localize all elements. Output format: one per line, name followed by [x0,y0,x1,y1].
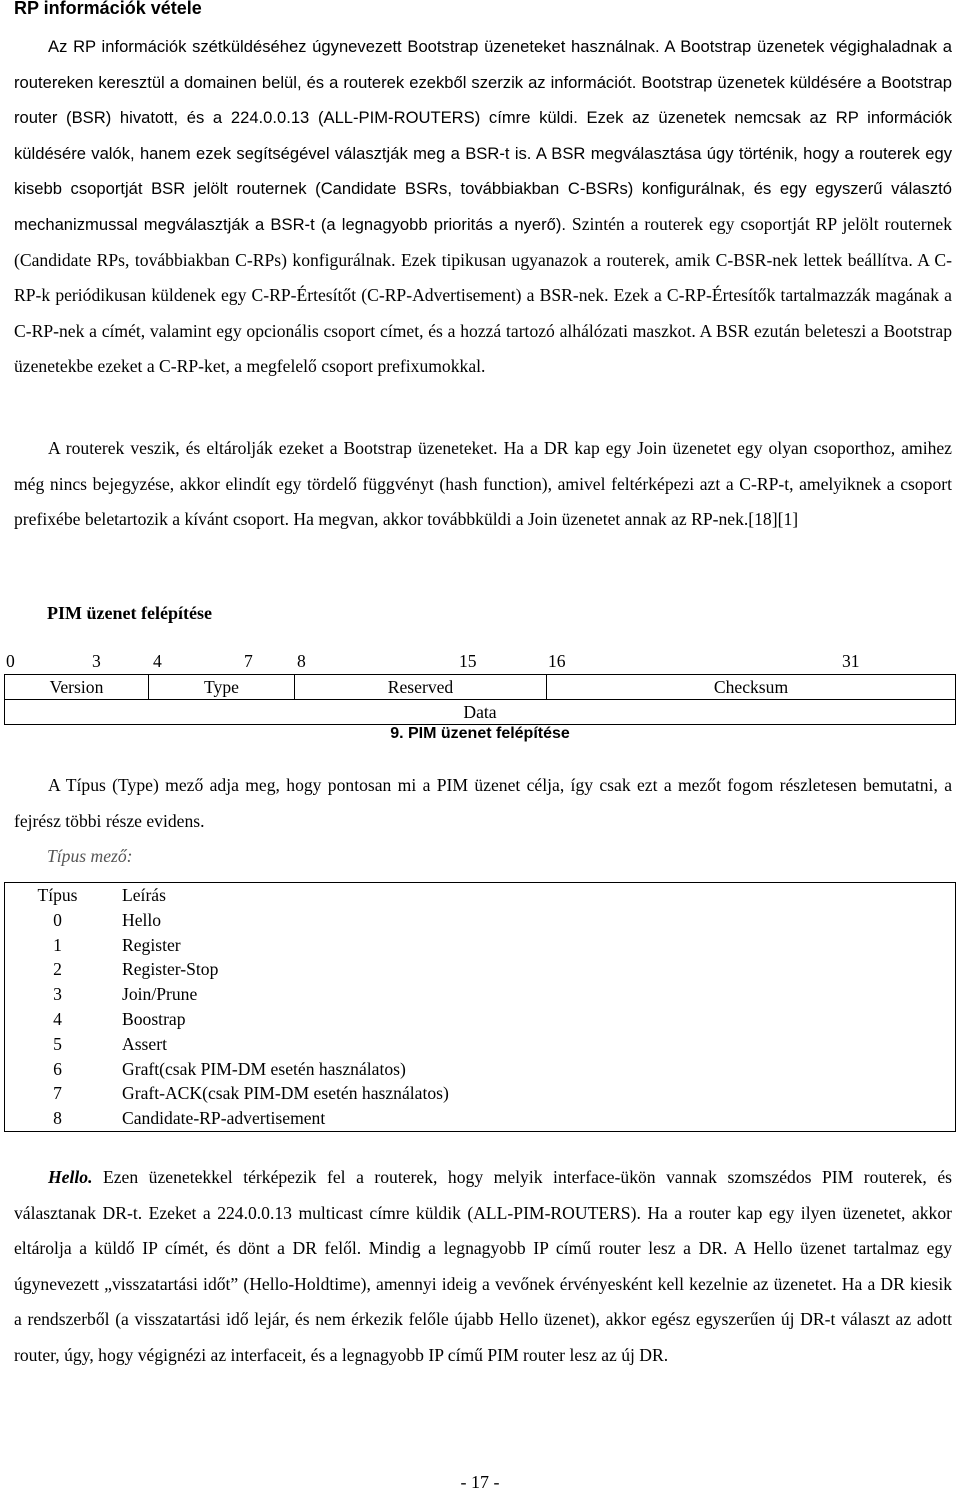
data-field: Data [5,700,956,725]
page-number: - 17 - [460,1472,500,1492]
type-table-row [5,1106,956,1131]
paragraph-bootstrap-part1: Az RP információk szétküldéséhez úgynevezett Bootstrap üzeneteket használnak. A Bootstrap üzenetek végighaladnak a routereken keresztül a domainen belül, és a routerek ezekből szerzik az információt. Bootstrap üzenetek küldésére a Bootstrap router (BSR) hivatott, és a 224.0.0.13 (ALL-PIM-ROUTERS) címre küldi. Ezek az üzenetek nemcsak az RP információk küldésére valók, hanem ezek segítségével választják meg a BSR-t is. A BSR megválasztása úgy történik, hogy a routerek egy kisebb csoportját BSR jelölt routernek (Candidate BSRs, továbbiakban C-BSRs) konfigurálnak, és egy egyszerű választó mechanizmussal megválasztják a BSR-t (a legnagyobb prioritás a nyerő). [14,37,952,234]
bit-number-row [0,651,960,673]
type-number: 5 [53,1033,62,1054]
type-number: 4 [53,1008,62,1029]
section-heading: RP információk vétele [14,0,202,18]
pim-header-table [4,674,956,725]
paragraph-bootstrap-part2: Szintén a routerek egy csoportját RP jelölt routernek (Candidate RPs, továbbiakban C-RPs) konfigurálnak. Ezek tipikusan ugyanazok a routerek, amik C-BSR-nek lettek beállítva. A C-RP-k periódikusan küldenek egy C-RP-Értesítőt (C-RP-Advertisement) a BSR-nek. Ezek a C-RP-Értesítők tartalmazzák magának a C-RP-nek a címét, valamint egy opcionális csoport címet, és a hozzá tartozó alhálózati maszkot. A BSR ezután beleteszi a Bootstrap üzenetekbe ezeket a C-RP-ket, a megfelelő csoport prefixumokkal. [14,213,952,377]
header-description: Leírás [122,885,166,905]
paragraph-type-field-text: A Típus (Type) mező adja meg, hogy pontosan mi a PIM üzenet célja, így csak ezt a mezőt fogom részletesen bemutatni, a fejrész többi része evidens. [14,775,952,831]
bit-number: 7 [244,651,253,671]
bit-number: 8 [297,651,306,671]
reserved-field: Reserved [295,675,547,700]
pim-structure-heading: PIM üzenet felépítése [47,603,212,623]
paragraph-hello-text: Ezen üzenetekkel térképezik fel a routerek, hogy melyik interface-ükön vannak szomszédos PIM routerek, és választanak DR-t. Ezeket a 224.0.0.13 multicast címre küldik (ALL-PIM-ROUTERS). Ha a router kap egy ilyen üzenetet, akkor eltárolja a küldő IP címét, és dönt a DR felől. Mindig a legnagyobb IP című router lesz a DR. A Hello üzenet tartalmaz egy úgynevezett „visszatartási időt” (Hello-Holdtime), amennyi ideig a vevőnek érvényesként kell kezelnie az üzenetet. Ha a DR kiesik a rendszerből (a visszatartási idő lejár, és nem érkezik felőle újabb Hello üzenet), akkor egész egyszerűen új DR-t választ az adott router, úgy, hogy végignézi az interfaceit, és a legnagyobb IP című PIM router lesz az új DR. [14,1167,952,1365]
hello-term: Hello. [48,1167,93,1187]
bit-number: 0 [6,651,15,671]
type-table-row [5,982,956,1007]
type-description: Graft-ACK(csak PIM-DM esetén használatos) [122,1083,449,1104]
checksum-field: Checksum [547,675,956,700]
type-number: 0 [53,909,62,930]
type-description: Join/Prune [122,984,198,1005]
version-field: Version [5,675,149,700]
pim-data-row [5,700,956,725]
type-table-row [5,1081,956,1106]
type-field-label: Típus mező: [47,846,133,866]
type-table-row [5,1007,956,1032]
type-number: 2 [53,959,62,980]
type-table-row [5,1057,956,1082]
type-table [4,882,956,1132]
type-description: Assert [122,1033,167,1054]
type-table-row [5,933,956,958]
type-field: Type [149,675,295,700]
bit-number: 4 [153,651,162,671]
type-table-row [5,1032,956,1057]
type-description: Register [122,934,181,955]
bit-number: 3 [92,651,101,671]
pim-header-row [5,675,956,700]
paragraph-hello [14,1160,952,1374]
type-number: 1 [53,934,62,955]
type-table-row [5,908,956,933]
type-table-row [5,957,956,982]
type-number: 3 [53,984,62,1005]
paragraph-routers [14,431,952,538]
type-description: Graft(csak PIM-DM esetén használatos) [122,1058,406,1079]
bit-number: 31 [842,651,860,671]
bit-number: 16 [548,651,566,671]
type-table-header [5,883,956,908]
type-number: 6 [53,1058,62,1079]
paragraph-type-field [14,768,952,839]
bit-number: 15 [459,651,477,671]
header-type: Típus [37,885,78,905]
paragraph-bootstrap [14,29,952,385]
type-description: Hello [122,909,162,930]
type-description: Register-Stop [122,959,219,980]
figure-caption: 9. PIM üzenet felépítése [390,725,570,742]
type-description: Boostrap [122,1008,186,1029]
type-description: Candidate-RP-advertisement [122,1108,326,1129]
paragraph-routers-text: A routerek veszik, és eltárolják ezeket a Bootstrap üzeneteket. Ha a DR kap egy Join üzenetet egy olyan csoporthoz, amihez még nincs bejegyzése, akkor elindít egy tördelő függvényt (hash function), amivel feltérképezi azt a C-RP-t, amelyiknek a csoport prefixébe beletartozik a kívánt csoport. Ha megvan, akkor továbbküldi a Join üzenetet annak az RP-nek.[18][1] [14,438,952,530]
type-number: 7 [53,1083,62,1104]
type-number: 8 [53,1108,62,1129]
